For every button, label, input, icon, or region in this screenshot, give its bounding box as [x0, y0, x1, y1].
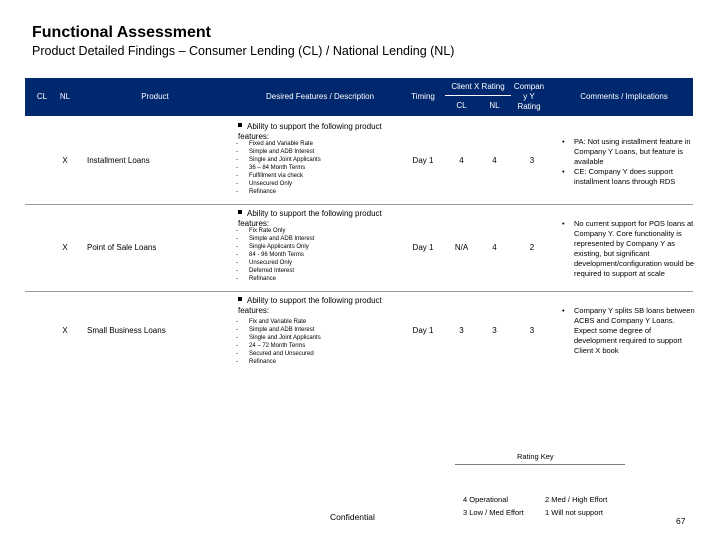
row-timing: Day 1 [412, 156, 434, 165]
row-divider [25, 204, 693, 205]
header-comments: Comments / Implications [580, 92, 668, 101]
list-item: - Single and Joint Applicants [249, 334, 379, 342]
list-item: • Company Y splits SB loans between ACBS and Company Y Loans. Expect some degree of development required to support Client X book [566, 306, 696, 356]
list-item: - Unsecured Only [249, 180, 379, 188]
row-product: Small Business Loans [87, 326, 166, 335]
list-item: - Fix Rate Only [249, 227, 379, 235]
bullet-square-icon [238, 297, 242, 301]
list-item: - Fixed and Variable Rate [249, 140, 379, 148]
bullet-square-icon [238, 123, 242, 127]
bullet-square-icon [238, 210, 242, 214]
list-item: - Simple and ADB Interest [249, 326, 379, 334]
list-item: • PA: Not using installment feature in Company Y Loans, but feature is available [566, 137, 696, 167]
row-company-y-rating: 3 [529, 156, 535, 165]
row-comments [566, 219, 696, 279]
row-feature-heading-text: Ability to support the following product features: [238, 209, 382, 228]
row-company-y-rating: 3 [529, 326, 535, 335]
header-desired-features: Desired Features / Description [265, 92, 375, 101]
row-company-y-rating: 2 [529, 243, 535, 252]
header-rating-cl: CL [456, 101, 467, 110]
row-feature-list [249, 227, 379, 283]
row-rating-cl: N/A [454, 243, 469, 252]
rating-key-item: 4 Operational [463, 495, 509, 504]
rating-key-item: 2 Med / High Effort [545, 495, 608, 504]
row-product: Installment Loans [87, 156, 150, 165]
row-rating-cl: 3 [459, 326, 464, 335]
list-item: - 84 - 96 Month Terms [249, 251, 379, 259]
header-company-y-rating: Compan y Y Rating [513, 82, 545, 111]
row-comments [566, 306, 696, 356]
row-rating-nl: 4 [492, 156, 497, 165]
list-item: - Refinance [249, 188, 379, 196]
row-rating-nl: 4 [492, 243, 497, 252]
page-title: Functional Assessment [32, 24, 212, 41]
rating-key-divider [455, 464, 625, 465]
row-nl-mark: X [62, 156, 68, 165]
page-subtitle: Product Detailed Findings – Consumer Lending (CL) / National Lending (NL) [32, 44, 455, 58]
row-nl-mark: X [62, 243, 68, 252]
list-item: - 24 – 72 Month Terms [249, 342, 379, 350]
list-item: • CE: Company Y does support installment loans through RDS [566, 167, 696, 187]
header-timing: Timing [411, 92, 435, 101]
rating-key-item: 3 Low / Med Effort [463, 508, 524, 517]
list-item: - Simple and ADB Interest [249, 148, 379, 156]
row-timing: Day 1 [412, 326, 434, 335]
row-feature-heading [238, 122, 408, 142]
page-number: 67 [676, 516, 686, 526]
table-header [25, 78, 693, 116]
row-feature-heading [238, 209, 408, 229]
row-feature-list [249, 318, 379, 366]
list-item: - Single and Joint Applicants [249, 156, 379, 164]
header-client-x-rating: Client X Rating [451, 82, 505, 91]
row-comments [566, 137, 696, 187]
row-timing: Day 1 [412, 243, 434, 252]
list-item: - Unsecured Only [249, 259, 379, 267]
header-nl: NL [59, 92, 71, 101]
row-feature-heading [238, 296, 408, 316]
row-feature-heading-text: Ability to support the following product features: [238, 296, 382, 315]
header-product: Product [141, 92, 169, 101]
header-rating-nl: NL [489, 101, 500, 110]
confidential-label: Confidential [330, 512, 375, 522]
rating-key-item: 1 Will not support [545, 508, 603, 517]
row-rating-cl: 4 [459, 156, 464, 165]
header-rating-divider [445, 95, 511, 96]
row-rating-nl: 3 [492, 326, 497, 335]
list-item: - Refinance [249, 275, 379, 283]
list-item: - 36 – 84 Month Terms [249, 164, 379, 172]
row-feature-list [249, 140, 379, 196]
list-item: - Simple and ADB Interest [249, 235, 379, 243]
header-cl: CL [36, 92, 48, 101]
row-divider [25, 291, 693, 292]
list-item: - Single Applicants Only [249, 243, 379, 251]
row-product: Point of Sale Loans [87, 243, 157, 252]
list-item: - Deferred Interest [249, 267, 379, 275]
list-item: - Secured and Unsecured [249, 350, 379, 358]
list-item: - Refinance [249, 358, 379, 366]
row-feature-heading-text: Ability to support the following product features: [238, 122, 382, 141]
list-item: • No current support for POS loans at Company Y. Core functionality is represented by Company Y as existing, but significant development/configuration would be required to support at scale [566, 219, 696, 279]
list-item: - Fulfillment via check [249, 172, 379, 180]
rating-key-title: Rating Key [517, 452, 554, 461]
row-nl-mark: X [62, 326, 68, 335]
list-item: - Fix and Variable Rate [249, 318, 379, 326]
